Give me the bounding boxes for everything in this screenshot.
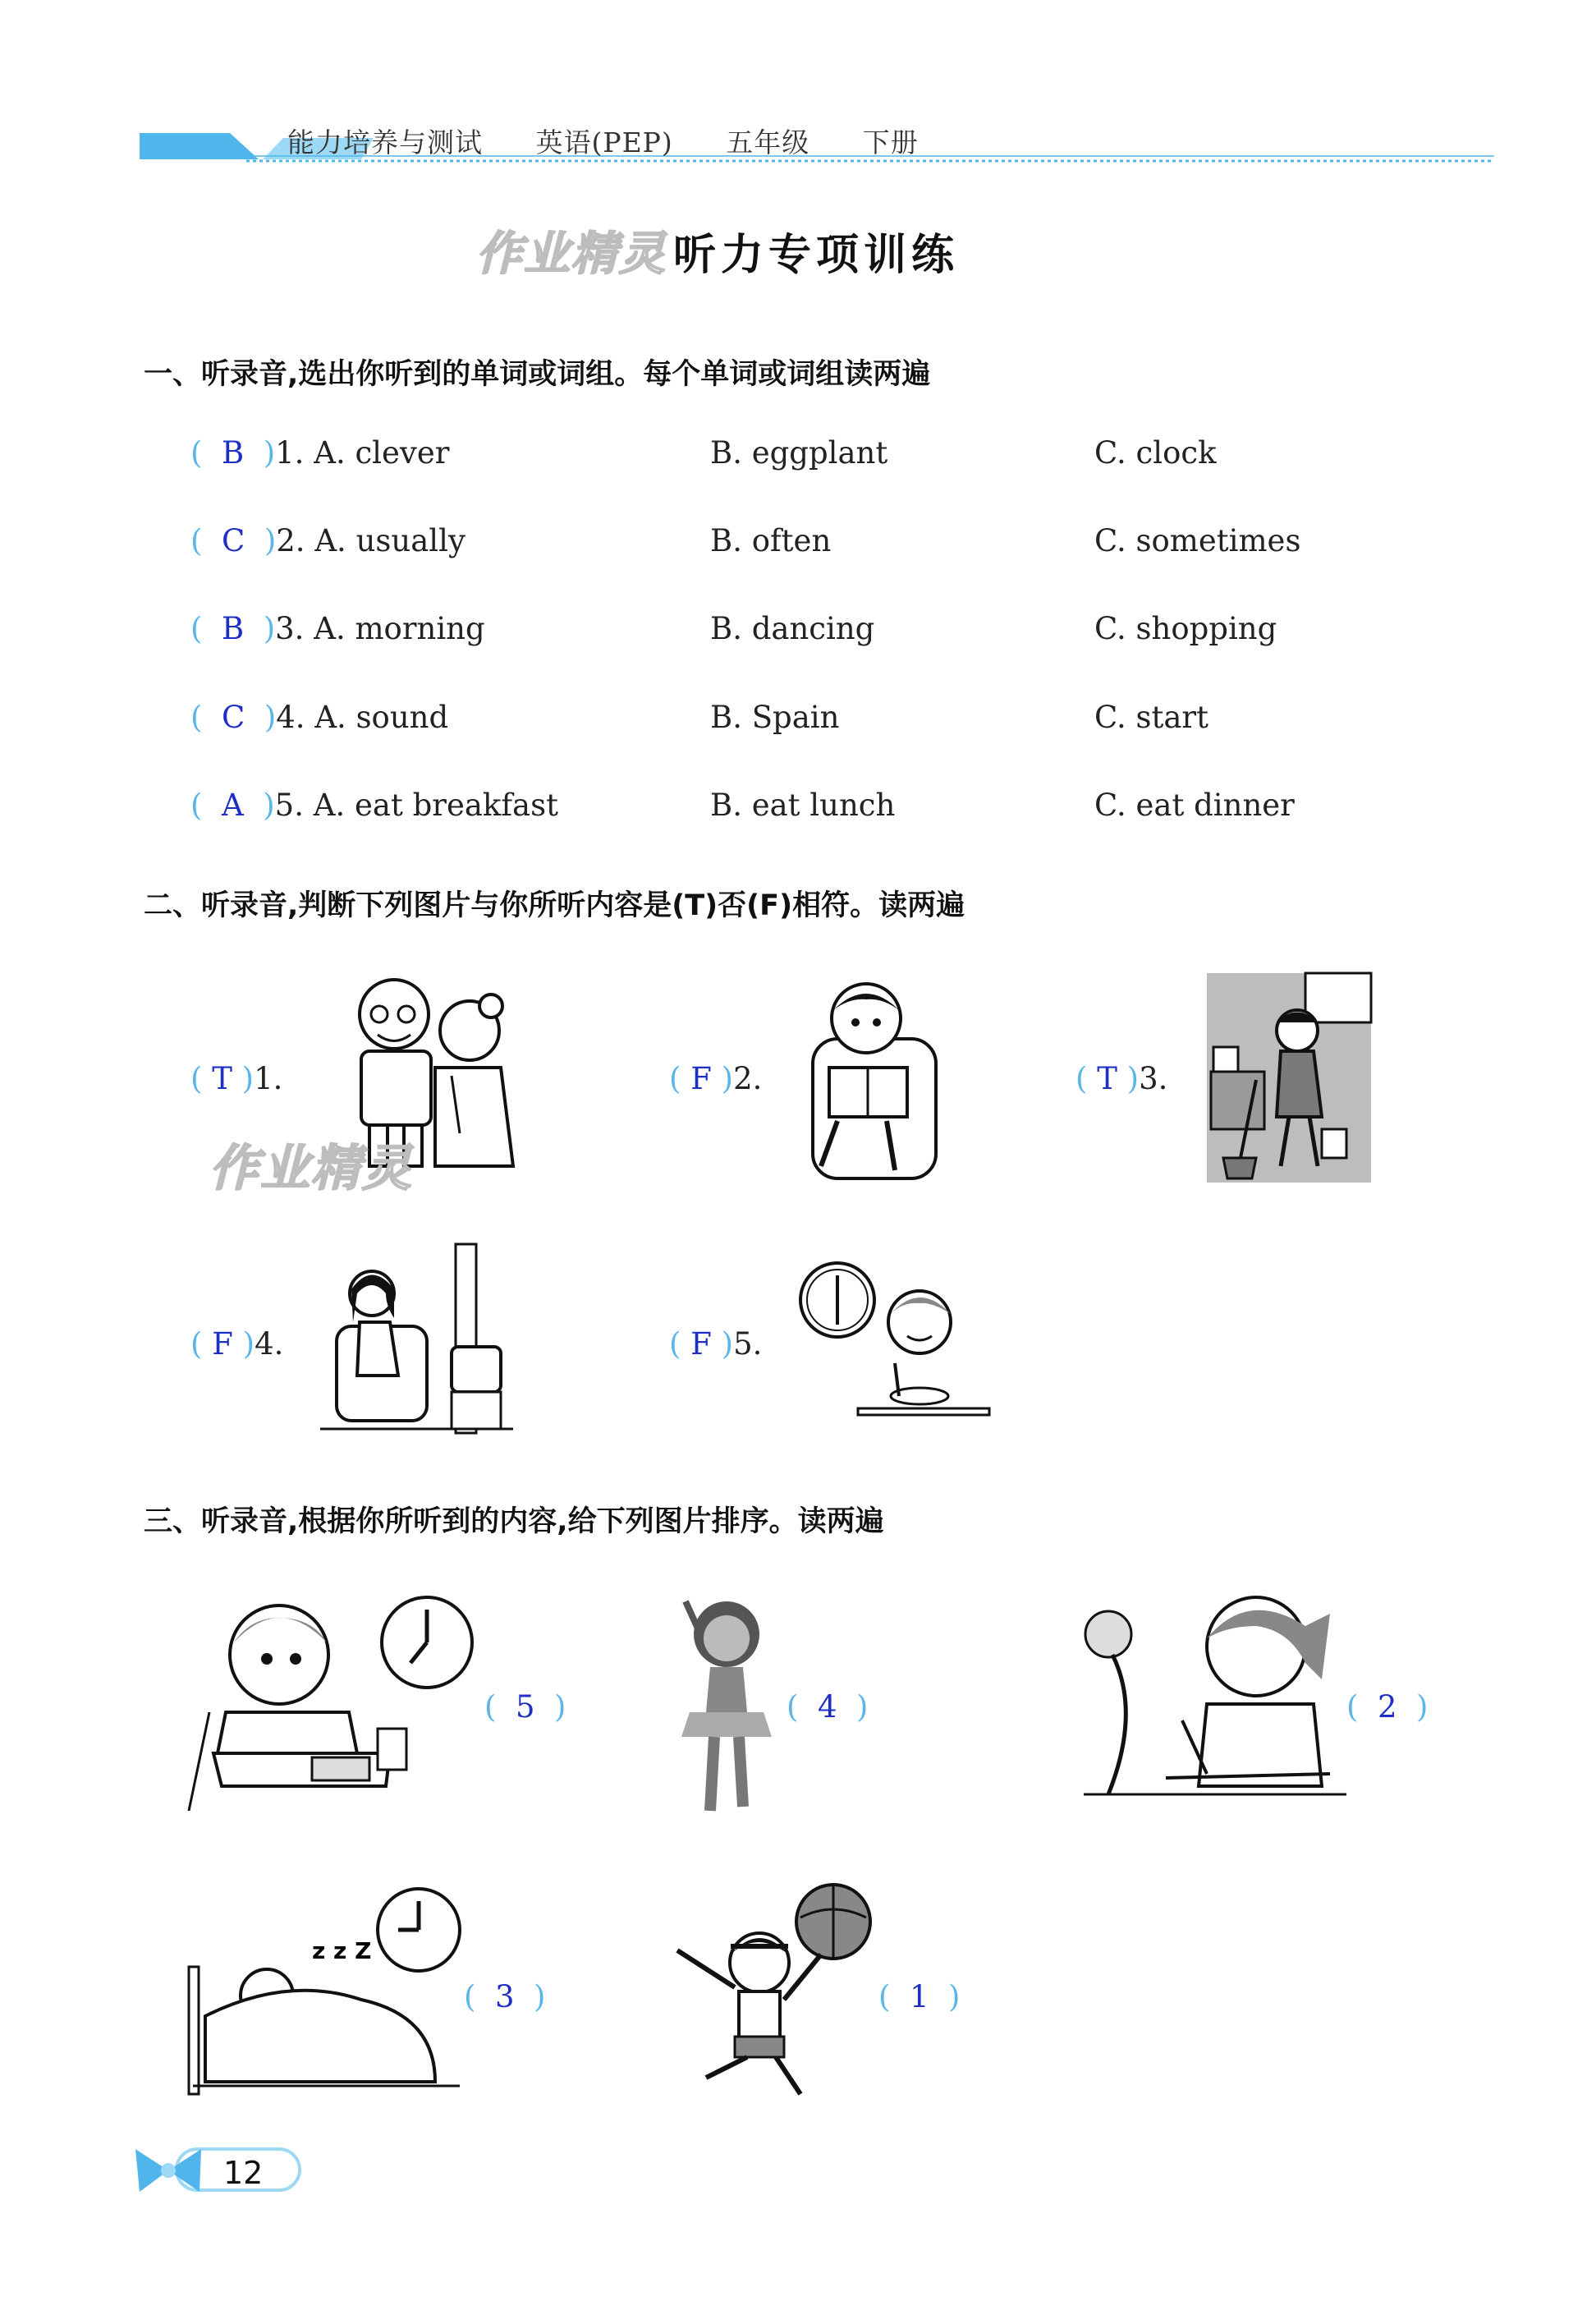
page-number-badge	[127, 2139, 308, 2205]
section2-item-2: ( F )2.	[669, 1061, 763, 1096]
answer: F	[690, 1326, 712, 1362]
section3-item-1: ( 5 )	[484, 1689, 566, 1725]
option-b: B. dancing	[710, 611, 875, 646]
page-number: 12	[223, 2155, 264, 2191]
option-b: B. Spain	[710, 700, 840, 735]
question-number: 3.	[275, 611, 305, 646]
section3-item-5: ( 1 )	[878, 1979, 961, 2014]
girl-sweeping-icon	[1207, 973, 1371, 1183]
boy-basketball-icon	[669, 1885, 878, 2102]
option-a: A. eat breakfast	[313, 788, 558, 823]
section1-item: ( A )5. A. eat breakfast	[190, 788, 558, 823]
girl-dancing-icon	[665, 1589, 788, 1819]
answer: F	[690, 1061, 712, 1096]
answer: 5	[515, 1689, 535, 1725]
section3-item-2: ( 4 )	[787, 1689, 869, 1725]
svg-text:z z Z: z z Z	[312, 1937, 372, 1964]
answer: B	[221, 435, 245, 471]
option-c: C. shopping	[1094, 611, 1277, 646]
section1-item: ( C )4. A. sound	[190, 700, 449, 735]
option-c: C. eat dinner	[1094, 788, 1295, 823]
question-number: 2.	[276, 523, 305, 558]
section2-item-1: ( T )1.	[190, 1061, 283, 1096]
watermark-overlay: 作业精灵	[209, 1140, 413, 1197]
section2-heading: 二、听录音,判断下列图片与你所听内容是(T)否(F)相符。读两遍	[144, 889, 965, 922]
page-title: 听力专项训练	[673, 231, 960, 280]
option-c: C. sometimes	[1094, 523, 1301, 558]
girl-watching-tv-icon	[320, 1244, 513, 1433]
header-text: 能力培养与测试 英语(PEP) 五年级 下册	[287, 126, 919, 158]
option-a: A. morning	[314, 611, 485, 646]
option-a: A. clever	[314, 435, 450, 471]
boy-sleeping-icon	[189, 1885, 464, 2098]
section3-item-4: ( 3 )	[464, 1979, 546, 2014]
option-b: B. eggplant	[710, 435, 888, 471]
answer: 2	[1377, 1689, 1397, 1725]
answer: A	[221, 788, 244, 823]
answer: C	[221, 700, 245, 735]
section1-item: ( B )3. A. morning	[190, 611, 485, 646]
option-c: C. start	[1094, 700, 1208, 735]
section2-item-5: ( F )5.	[669, 1326, 763, 1362]
question-number: 1.	[275, 435, 305, 471]
section1-item: ( B )1. A. clever	[190, 435, 450, 471]
answer: 1	[909, 1979, 929, 2014]
question-number: 4.	[276, 700, 305, 735]
section2-item-3: ( T )3.	[1075, 1061, 1168, 1096]
section2-item-4: ( F )4.	[190, 1326, 284, 1362]
section3-heading: 三、听录音,根据你所听到的内容,给下列图片排序。读两遍	[144, 1505, 884, 1538]
answer: F	[212, 1326, 233, 1362]
watermark: 作业精灵	[476, 227, 667, 281]
option-a: A. usually	[314, 523, 466, 558]
answer: T	[1097, 1061, 1117, 1096]
answer: T	[212, 1061, 232, 1096]
section1-item: ( C )2. A. usually	[190, 523, 466, 558]
section3-item-3: ( 2 )	[1346, 1689, 1429, 1725]
option-b: B. often	[710, 523, 832, 558]
option-b: B. eat lunch	[710, 788, 896, 823]
option-c: C. clock	[1094, 435, 1217, 471]
girl-reading-icon	[796, 973, 948, 1187]
section1-heading: 一、听录音,选出你听到的单词或词组。每个单词或词组读两遍	[144, 358, 931, 391]
boy-eating-breakfast-icon	[189, 1589, 480, 1819]
option-a: A. sound	[314, 700, 449, 735]
question-number: 5.	[274, 788, 304, 823]
answer: 4	[817, 1689, 837, 1725]
answer: B	[221, 611, 245, 646]
answer: C	[221, 523, 245, 558]
boy-eating-clock-icon	[796, 1261, 989, 1425]
girl-writing-icon	[1084, 1589, 1346, 1815]
answer: 3	[494, 1979, 515, 2014]
